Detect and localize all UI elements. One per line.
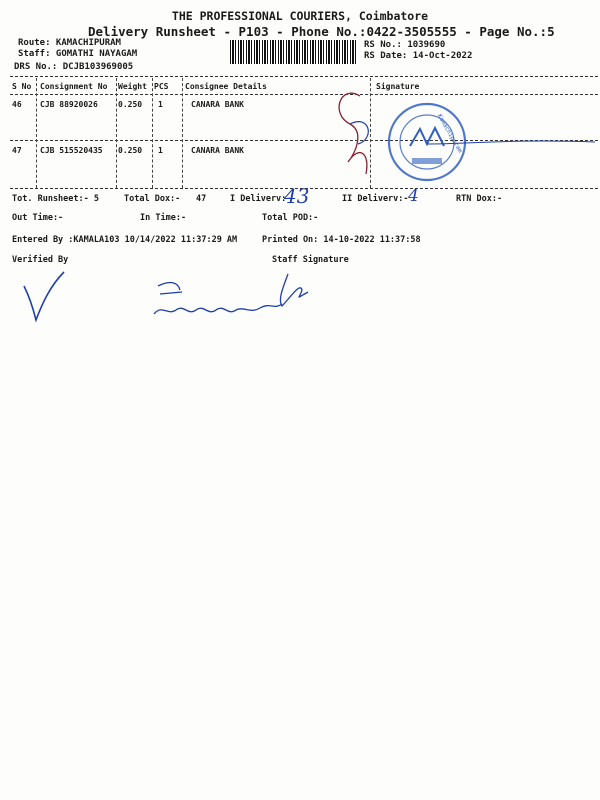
ii-delivery-handwritten: 4: [408, 186, 419, 206]
row-2-pcs: 1: [158, 146, 163, 155]
i-delivery-label: I Deliverv:-: [230, 194, 292, 204]
total-dox-label: Total Dox:-: [124, 194, 181, 204]
row-1-consignee: CANARA BANK: [191, 100, 244, 109]
staff-label: Staff: GOMATHI NAYAGAM: [18, 49, 138, 59]
col-header-weight: Weight: [118, 82, 147, 91]
company-name: THE PROFESSIONAL COURIERS, Coimbatore: [171, 9, 429, 23]
row-1-consignment: CJB 88920026: [40, 100, 98, 109]
row-2-consignee: CANARA BANK: [191, 146, 244, 155]
col-header-pcs: PCS: [154, 82, 169, 91]
stamp-text: Kamachipuram: [435, 112, 464, 155]
col-header-consignment: Consignment No: [40, 82, 108, 91]
rtn-dox-label: RTN Dox:-: [456, 194, 503, 204]
i-delivery-handwritten: 43: [284, 184, 310, 208]
row-2-sno: 47: [12, 146, 22, 155]
table-top-rule: [10, 76, 598, 77]
row-2-weight: 0.250: [118, 146, 143, 155]
runsheet-title: Delivery Runsheet - P103 - Phone No.:0422-3505555 - Page No.:5: [88, 24, 555, 39]
row-2-consignment: CJB 515520435: [40, 146, 103, 155]
printed-on: Printed On: 14-10-2022 11:37:58: [262, 235, 421, 245]
verifier-signature: [20, 268, 70, 324]
rs-number: RS No.: 1039690: [364, 40, 446, 50]
total-dox-value: 47: [196, 194, 207, 204]
staff-signature: [150, 270, 310, 330]
row-1-weight: 0.250: [118, 100, 143, 109]
delivery-stamp-and-signature: [330, 84, 600, 188]
total-pod: Total POD:-: [262, 213, 319, 223]
ii-delivery-label: II Deliverv:-: [342, 194, 409, 204]
col-header-sno: S No: [12, 82, 32, 91]
col-header-signature: Signature: [376, 82, 420, 91]
col-sep-3: [152, 78, 153, 188]
barcode: [230, 40, 356, 64]
rs-date: RS Date: 14-Oct-2022: [364, 51, 473, 61]
in-time: In Time:-: [140, 213, 187, 223]
col-sep-1: [36, 78, 37, 188]
row-1-sno: 46: [12, 100, 22, 109]
col-header-consignee: Consignee Details: [185, 82, 267, 91]
out-time: Out Time:-: [12, 213, 64, 223]
col-sep-2: [116, 78, 117, 188]
col-sep-4: [182, 78, 183, 188]
verified-by: Verified By: [12, 255, 69, 265]
entered-by: Entered By :KAMALA103 10/14/2022 11:37:29 AM: [12, 235, 238, 245]
staff-signature-label: Staff Signature: [272, 255, 349, 265]
row-1-pcs: 1: [158, 100, 163, 109]
drs-number: DRS No.: DCJB103969005: [14, 62, 134, 72]
tot-runsheet: Tot. Runsheet:- 5: [12, 194, 99, 204]
route-label: Route: KAMACHIPURAM: [18, 38, 121, 48]
